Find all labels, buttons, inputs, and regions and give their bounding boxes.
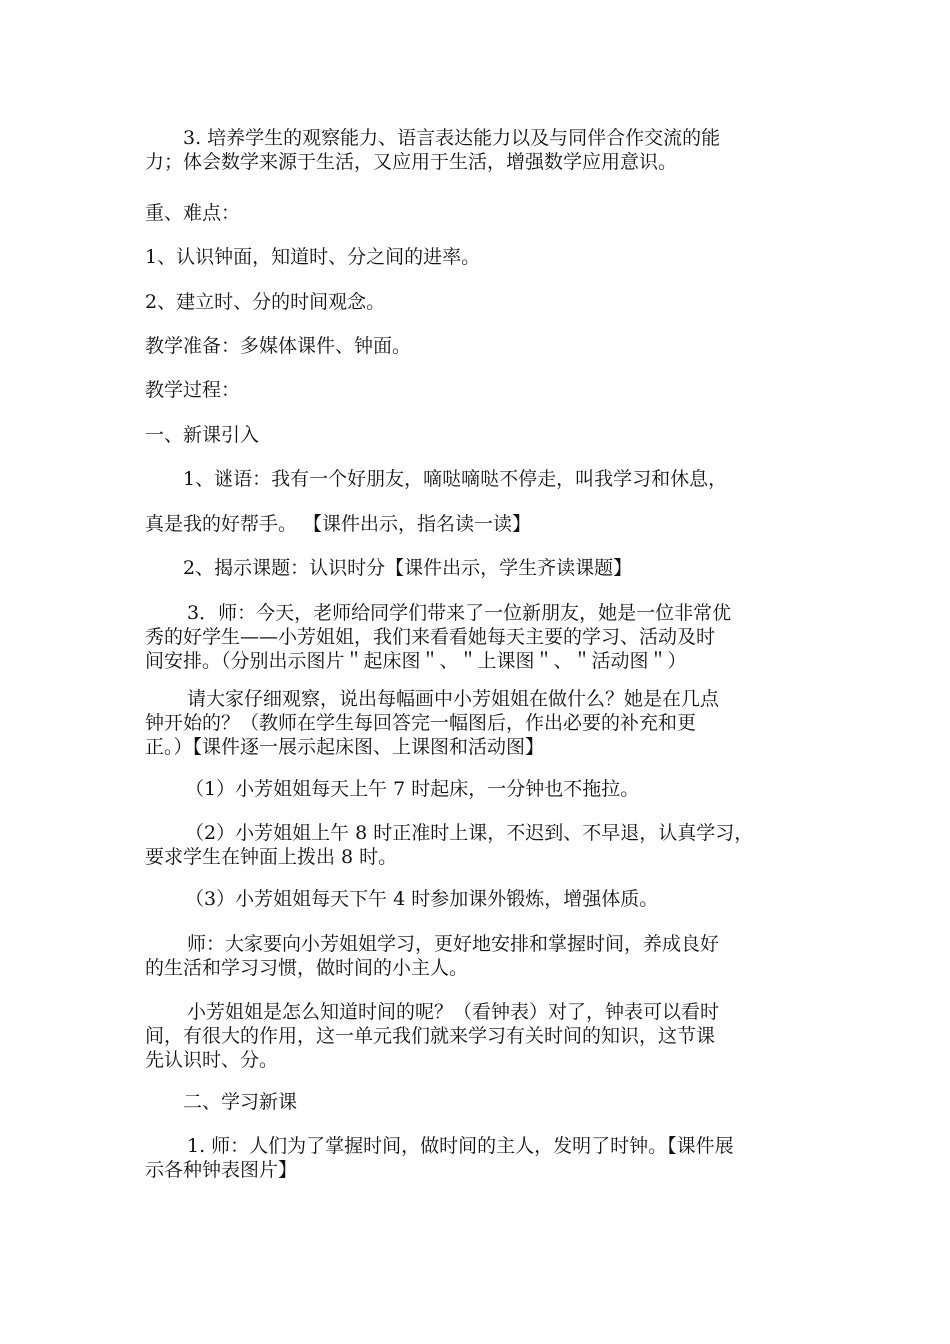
teaching-preparation: 教学准备：多媒体课件、钟面。 xyxy=(145,335,412,357)
paragraph-objective-3 xyxy=(145,126,853,174)
key-point-1: 1、认识钟面，知道时、分之间的进率。 xyxy=(145,246,481,268)
text-line: 要求学生在钟面上拨出 8 时。 xyxy=(145,846,398,868)
section-1-heading: 一、新课引入 xyxy=(145,424,260,446)
text-line: 3. 培养学生的观察能力、语言表达能力以及与同伴合作交流的能 xyxy=(183,127,721,149)
section-2-heading: 二、学习新课 xyxy=(183,1091,298,1113)
heading-teaching-process: 教学过程： xyxy=(145,379,241,401)
paragraph-clock-invention xyxy=(145,1134,815,1182)
text-line: 秀的好学生——小芳姐姐，我们来看看她每天主要的学习、活动及时 xyxy=(145,626,716,648)
text-line: （2）小芳姐姐上午 8 时正准时上课，不迟到、不早退，认真学习， xyxy=(185,822,754,844)
reveal-topic: 2、揭示课题：认识时分【课件出示，学生齐读课题】 xyxy=(183,557,633,579)
text-line: 正。）【课件逐一展示起床图、上课图和活动图】 xyxy=(145,736,545,758)
text-line: 3．师：今天，老师给同学们带来了一位新朋友，她是一位非常优 xyxy=(187,602,732,624)
text-line: 先认识时、分。 xyxy=(145,1049,279,1071)
text-line: 间安排。（分别出示图片＂起床图＂、＂上课图＂、＂活动图＂） xyxy=(145,650,687,672)
text-line: 示各种钟表图片】 xyxy=(145,1159,298,1181)
item-wake-up: （1）小芳姐姐每天上午 7 时起床，一分钟也不拖拉。 xyxy=(185,778,640,800)
text-line: 师：大家要向小芳姐姐学习，更好地安排和掌握时间，养成良好 xyxy=(187,933,720,955)
text-line: 小芳姐姐是怎么知道时间的呢？（看钟表）对了，钟表可以看时 xyxy=(187,1001,720,1023)
paragraph-learn-from xyxy=(145,932,815,980)
paragraph-how-know-time xyxy=(145,1000,815,1072)
paragraph-teacher-intro xyxy=(145,601,815,673)
text-line: 间，有很大的作用，这一单元我们就来学习有关时间的知识，这节课 xyxy=(145,1025,716,1047)
text-line: 钟开始的？（教师在学生每回答完一幅图后，作出必要的补充和更 xyxy=(145,712,697,734)
item-exercise: （3）小芳姐姐每天下午 4 时参加课外锻炼，增强体质。 xyxy=(185,888,659,910)
text-line: 1. 师：人们为了掌握时间，做时间的主人，发明了时钟。【课件展 xyxy=(187,1135,734,1157)
paragraph-class-time xyxy=(145,821,815,869)
riddle-line-2: 真是我的好帮手。 【课件出示，指名读一读】 xyxy=(145,513,532,535)
paragraph-observe xyxy=(145,687,815,759)
text-line: 力；体会数学来源于生活，又应用于生活，增强数学应用意识。 xyxy=(145,151,678,173)
text-line: 请大家仔细观察，说出每幅画中小芳姐姐在做什么？她是在几点 xyxy=(187,688,720,710)
riddle-line-1: 1、谜语：我有一个好朋友，嘀哒嘀哒不停走，叫我学习和休息， xyxy=(183,468,728,490)
key-point-2: 2、建立时、分的时间观念。 xyxy=(145,291,386,313)
text-line: 的生活和学习习惯，做时间的小主人。 xyxy=(145,957,469,979)
heading-key-points: 重、难点： xyxy=(145,202,241,224)
